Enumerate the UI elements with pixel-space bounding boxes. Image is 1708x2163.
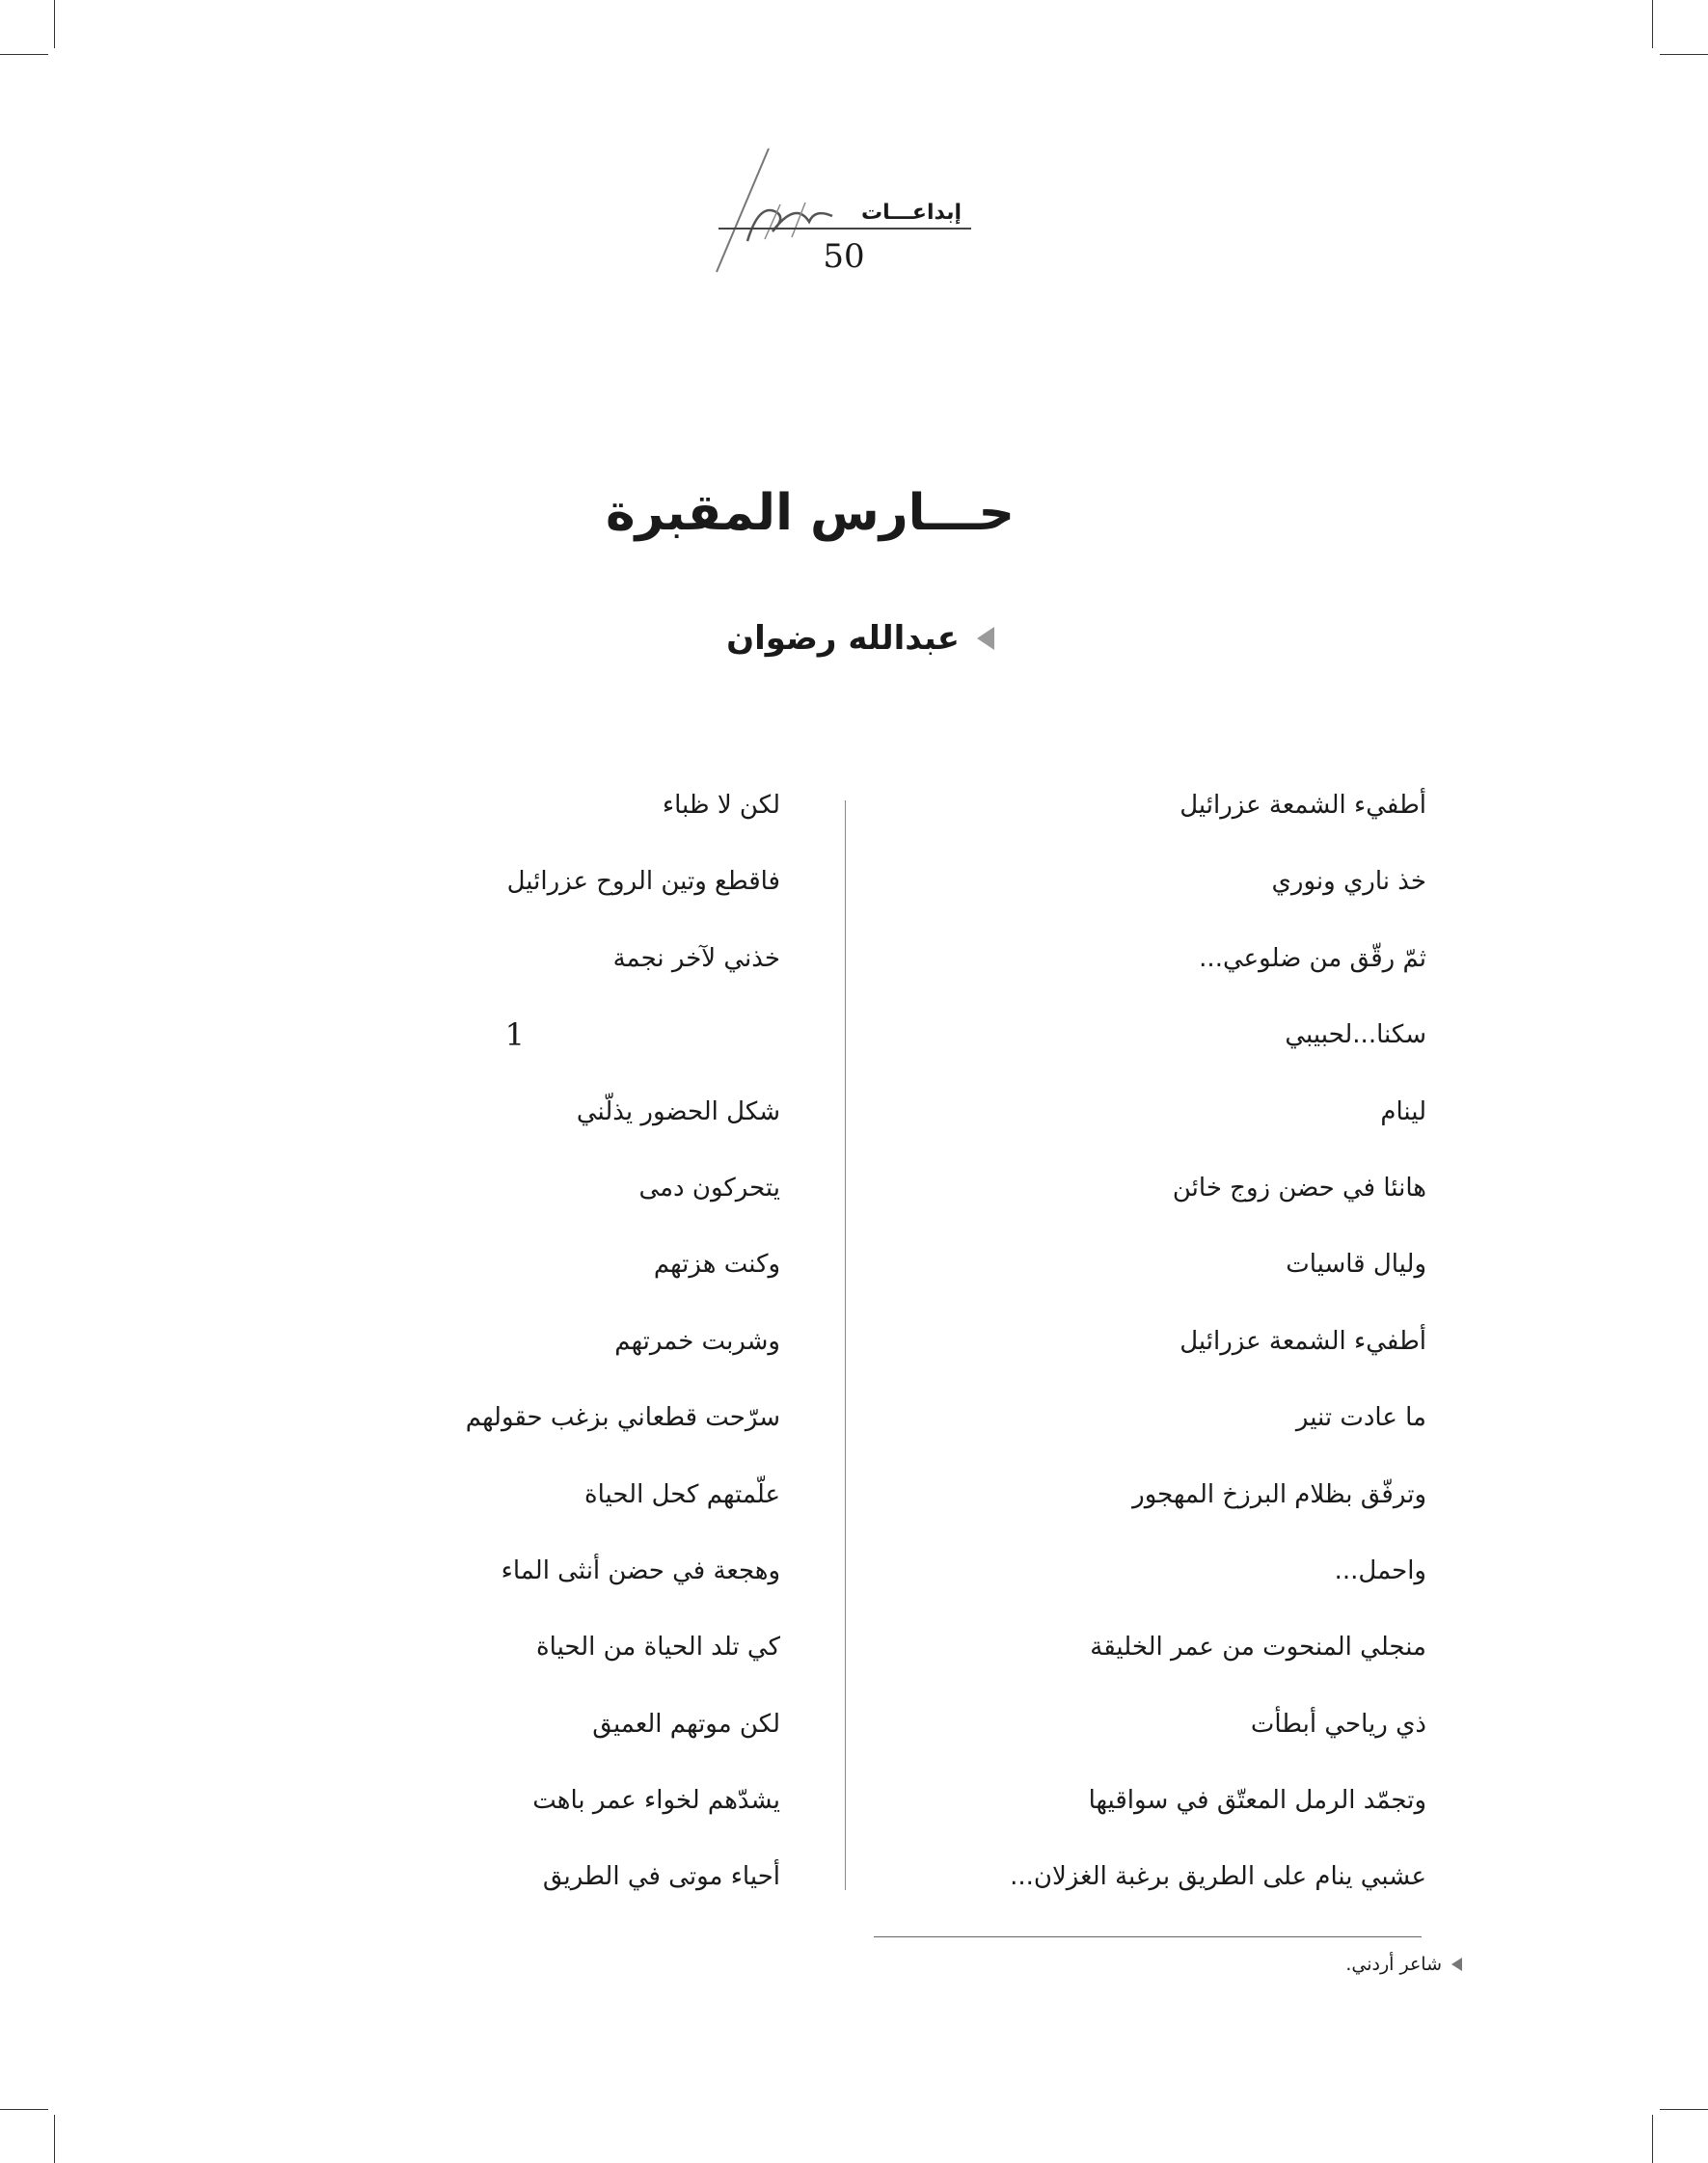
- crop-mark: [1652, 0, 1653, 48]
- verse-line: وترفّق بظلام البرزخ المهجور: [1132, 1479, 1426, 1509]
- verse-line: ذي رياحي أبطأت: [1250, 1709, 1426, 1739]
- footnote-rule: [874, 1936, 1422, 1937]
- poem-column-right: [925, 786, 1426, 1934]
- verse-line: وشربت خمرتهم: [614, 1326, 780, 1356]
- crop-mark: [54, 2115, 55, 2163]
- verse-line: سكنا...لحبيبي: [1285, 1020, 1426, 1050]
- verse-line: أحياء موتى في الطريق: [542, 1862, 780, 1892]
- verse-line: لينام: [1380, 1096, 1426, 1126]
- crop-mark: [1660, 54, 1708, 55]
- author-line: [726, 619, 994, 658]
- poem-column-left: [337, 786, 780, 1934]
- verse-line: علّمتهم كحل الحياة: [584, 1479, 780, 1509]
- verse-line: وليال قاسيات: [1286, 1250, 1426, 1280]
- verse-line: واحمل...: [1334, 1555, 1426, 1585]
- verse-line: هانئا في حضن زوج خائن: [1172, 1173, 1426, 1203]
- verse-line: فاقطع وتين الروح عزرائيل: [506, 867, 780, 897]
- poem-title: حـــارس المقبرة: [605, 484, 1016, 542]
- stanza-number: 1: [504, 1016, 525, 1054]
- author-name: عبدالله رضوان: [726, 619, 960, 658]
- section-label: إبداعـــات: [860, 201, 962, 225]
- verse-line: خذ ناري ونوري: [1271, 867, 1426, 897]
- crop-mark: [54, 0, 55, 48]
- verse-line: ثمّ رقّق من ضلوعي...: [1199, 943, 1426, 973]
- verse-line: منجلي المنحوت من عمر الخليقة: [1090, 1633, 1426, 1663]
- verse-line: لكن لا ظباء: [662, 791, 780, 820]
- verse-line: لكن موتهم العميق: [592, 1709, 780, 1739]
- verse-line: وكنت هزتهم: [653, 1250, 780, 1280]
- crop-mark: [1660, 2109, 1708, 2110]
- verse-line: أطفيء الشمعة عزرائيل: [1179, 1326, 1426, 1356]
- footnote-line: [1345, 1954, 1462, 1975]
- verse-line: وهجعة في حضن أنثى الماء: [501, 1555, 780, 1585]
- crop-mark: [0, 2109, 48, 2110]
- header-rule: [718, 228, 971, 230]
- verse-line: وتجمّد الرمل المعتّق في سواقيها: [1088, 1786, 1426, 1816]
- verse-line: يتحركون دمى: [638, 1173, 780, 1203]
- verse-line: خذني لآخر نجمة: [612, 943, 780, 973]
- crop-mark: [1652, 2115, 1653, 2163]
- verse-line: سرّحت قطعاني بزغب حقولهم: [465, 1403, 780, 1433]
- column-divider: [845, 800, 846, 1890]
- page-number: 50: [823, 237, 865, 276]
- verse-line: ما عادت تنير: [1295, 1403, 1426, 1433]
- verse-line: كي تلد الحياة من الحياة: [536, 1633, 780, 1663]
- verse-line: أطفيء الشمعة عزرائيل: [1179, 791, 1426, 820]
- crop-mark: [0, 54, 48, 55]
- verse-line: شكل الحضور يذلّني: [576, 1096, 780, 1126]
- verse-line: عشبي ينام على الطريق برغبة الغزلان...: [1010, 1862, 1426, 1892]
- triangle-marker-icon: [1451, 1958, 1462, 1971]
- triangle-marker-icon: [977, 627, 994, 650]
- verse-line: يشدّهم لخواء عمر باهت: [532, 1786, 780, 1816]
- footnote-text: شاعر أردني.: [1345, 1954, 1442, 1975]
